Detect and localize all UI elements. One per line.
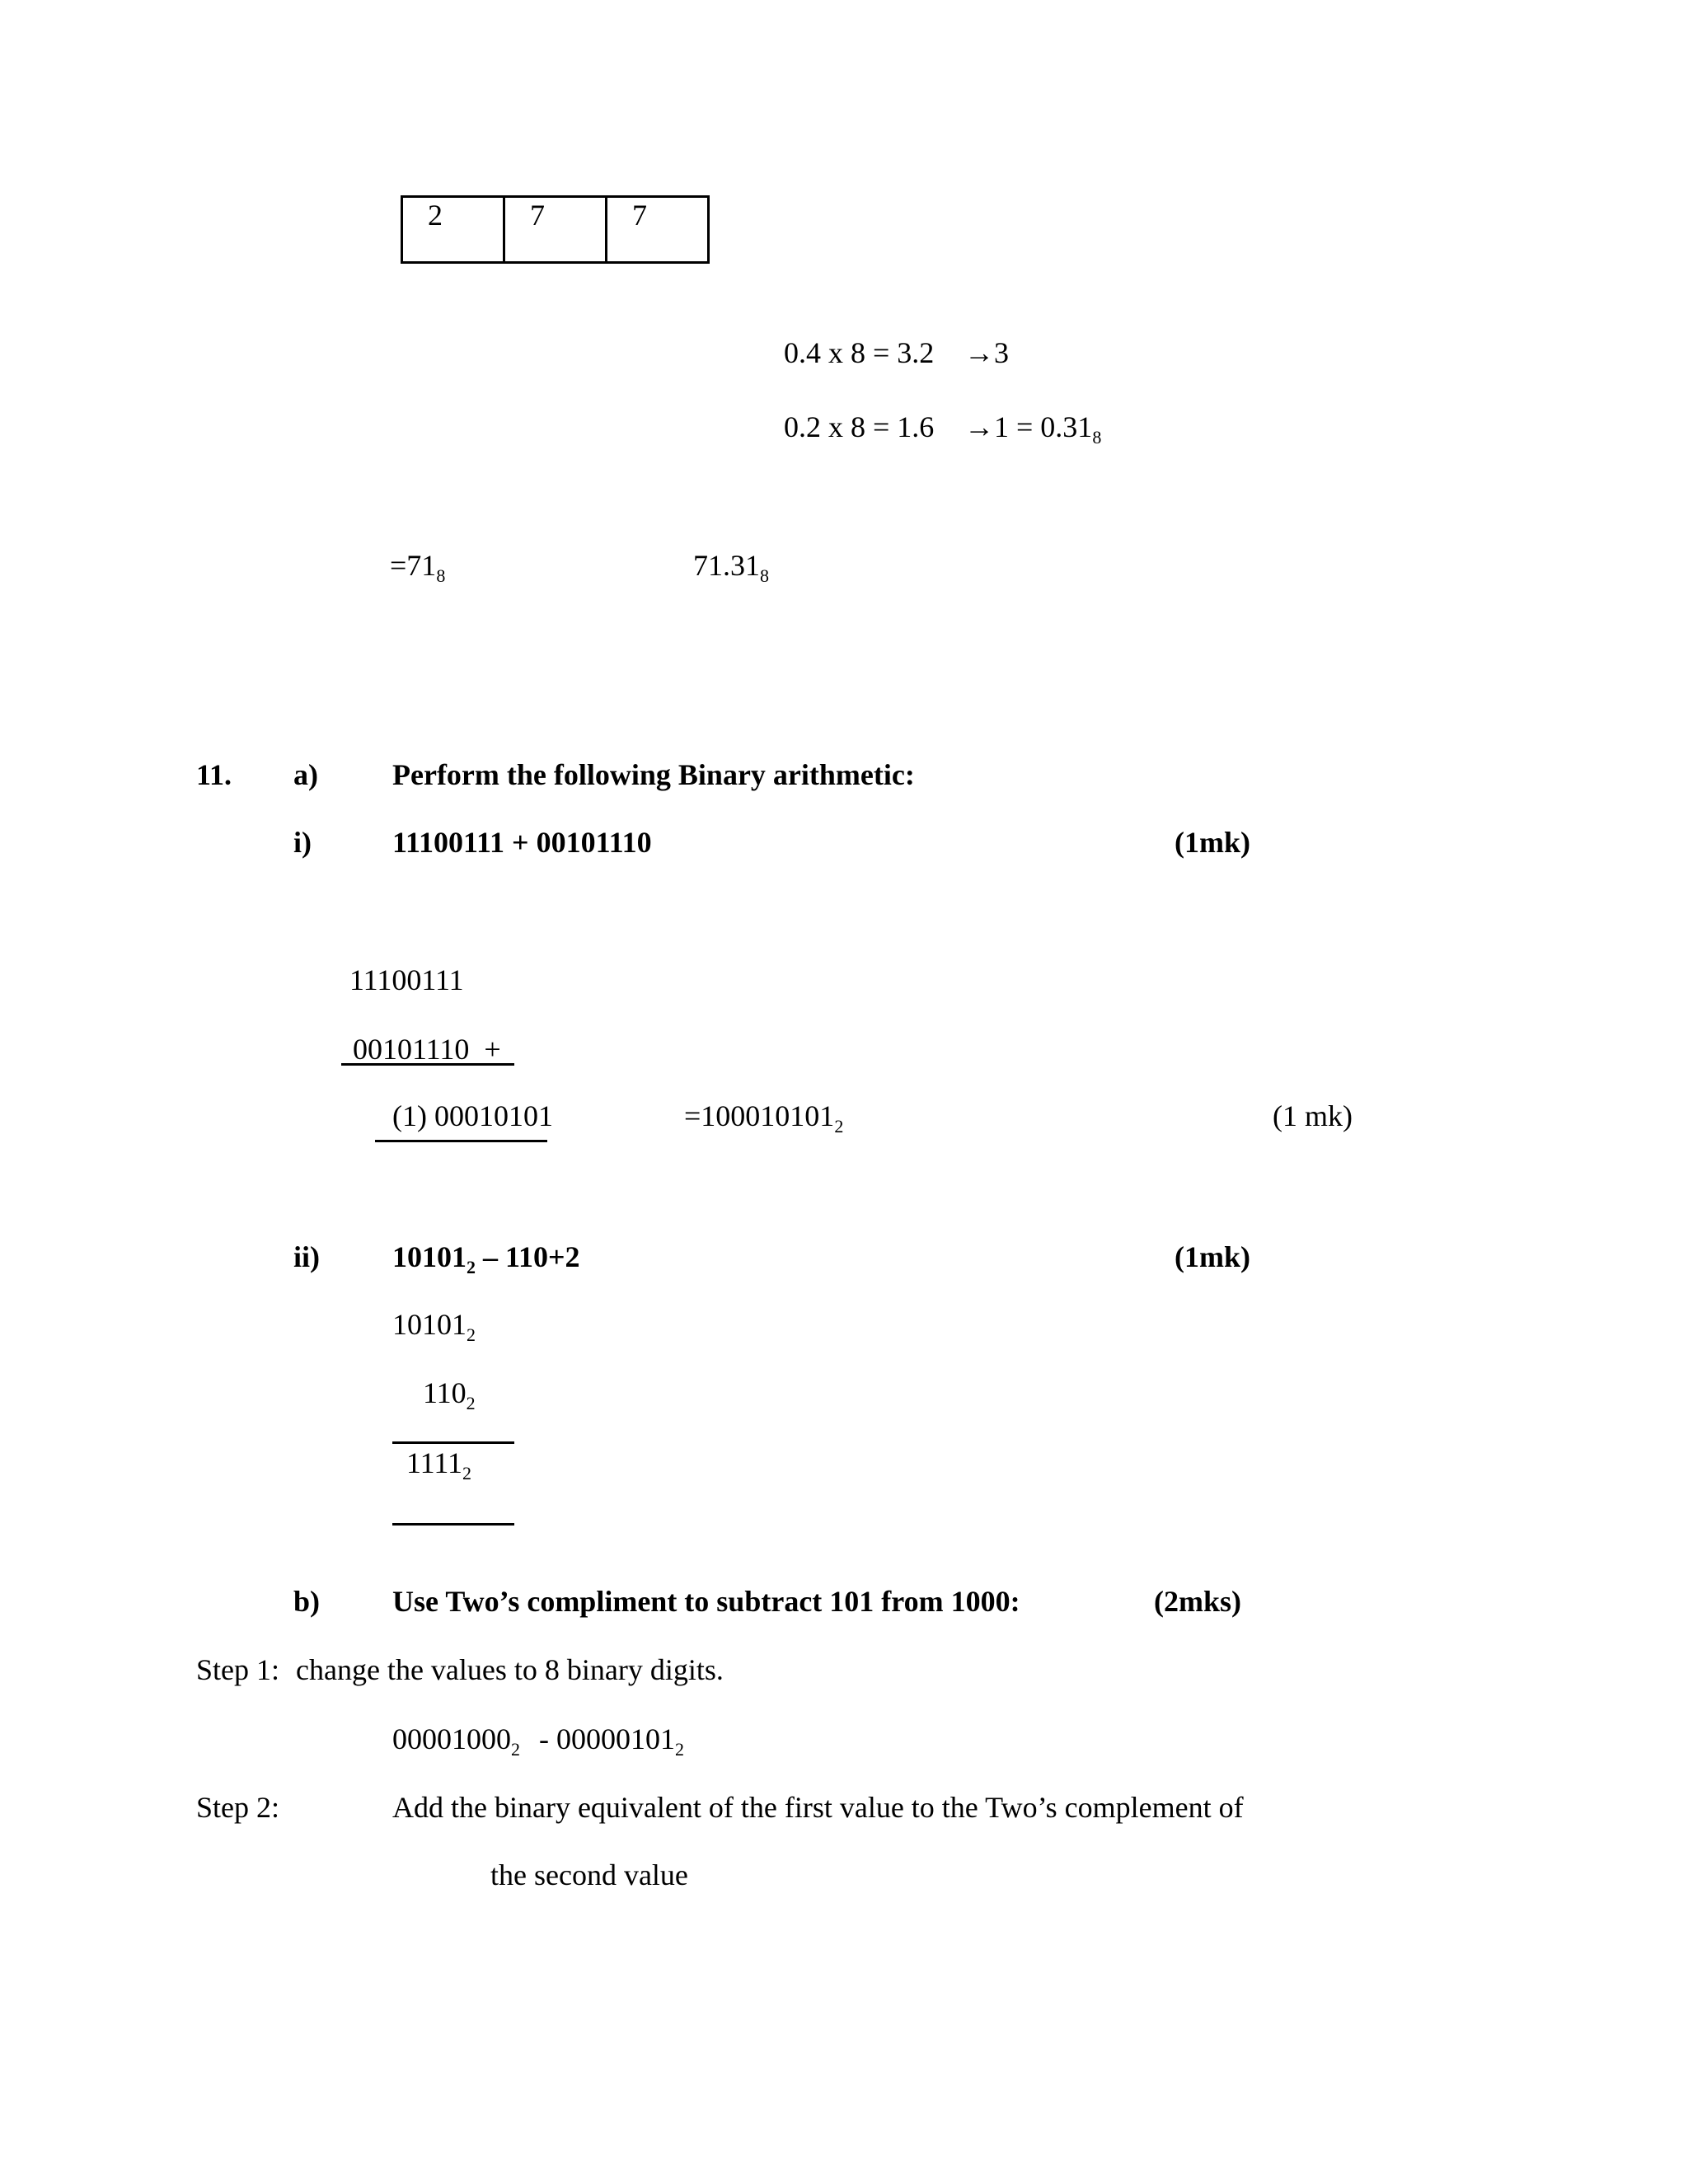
step-1-first-value: 00001000 <box>392 1722 511 1755</box>
addition-operand-2: 00101110 + <box>353 1033 501 1066</box>
subtraction-operand-2-value: 110 <box>423 1376 467 1409</box>
part-ii-operand: 10101 <box>392 1240 467 1273</box>
base-subscript: 2 <box>467 1324 476 1345</box>
part-ii-operand-rest: – 110+2 <box>476 1240 580 1273</box>
subtraction-rule-top <box>392 1441 514 1444</box>
base-subscript: 8 <box>1092 427 1102 448</box>
fraction-step-2-result: →1 = 0.31 <box>964 410 1093 443</box>
base-subscript: 2 <box>466 1393 476 1413</box>
addition-marks: (1 mk) <box>1273 1099 1353 1132</box>
combined-result <box>693 549 769 586</box>
part-b-marks: (2mks) <box>1154 1585 1241 1618</box>
digit-box-table <box>401 195 710 264</box>
base-subscript: 8 <box>436 565 446 586</box>
digit-cell: 7 <box>504 197 607 263</box>
part-i-label: i) <box>293 826 312 859</box>
part-ii-label: ii) <box>293 1240 320 1273</box>
combined-result-value: 71.31 <box>693 549 760 582</box>
addition-answer <box>684 1099 844 1137</box>
digit-cell: 7 <box>607 197 709 263</box>
question-number: 11. <box>196 758 232 791</box>
addition-rule-bottom <box>375 1140 547 1142</box>
step-2-label: Step 2: <box>196 1791 280 1824</box>
base-subscript: 2 <box>675 1739 684 1760</box>
part-a-label: a) <box>293 758 318 791</box>
part-a-instruction: Perform the following Binary arithmetic: <box>392 758 915 791</box>
addition-sum: (1) 00010101 <box>392 1099 553 1132</box>
part-ii-question <box>392 1240 580 1277</box>
part-b-label: b) <box>293 1585 321 1618</box>
subtraction-rule-bottom <box>392 1523 514 1526</box>
step-2-text-continued: the second value <box>490 1858 688 1891</box>
subtraction-result <box>406 1446 471 1483</box>
step-1-second-value: - 00000101 <box>539 1722 675 1755</box>
base-subscript: 8 <box>760 565 769 586</box>
integer-result-value: =71 <box>390 549 437 582</box>
step-2-text: Add the binary equivalent of the first value to the Two’s complement of <box>392 1791 1244 1824</box>
addition-operand-1: 11100111 <box>349 963 464 996</box>
fraction-step-1-arrow: →3 <box>964 336 1009 369</box>
base-subscript: 2 <box>511 1739 520 1760</box>
step-1-label: Step 1: <box>196 1653 280 1686</box>
subtraction-operand-1-value: 10101 <box>392 1308 467 1341</box>
addition-rule-top <box>341 1063 514 1066</box>
fraction-step-1 <box>784 338 934 368</box>
part-b-instruction: Use Two’s compliment to subtract 101 from 1000: <box>392 1585 1020 1618</box>
step-1-values <box>392 1722 684 1760</box>
fraction-step-2-expr: 0.2 x 8 = 1.6 <box>784 410 935 443</box>
subtraction-operand-2 <box>423 1376 476 1413</box>
integer-result <box>390 549 446 586</box>
fraction-step-2-arrow <box>964 410 1102 448</box>
subtraction-operand-1 <box>392 1308 476 1345</box>
base-subscript: 2 <box>462 1463 471 1483</box>
part-i-question: 11100111 + 00101110 <box>392 826 652 859</box>
part-i-marks: (1mk) <box>1175 826 1250 859</box>
addition-answer-value: =100010101 <box>684 1099 835 1132</box>
digit-cell: 2 <box>402 197 504 263</box>
base-subscript: 2 <box>834 1116 844 1137</box>
subtraction-result-value: 1111 <box>406 1446 462 1479</box>
fraction-step-1-expr: 0.4 x 8 = 3.2 <box>784 336 935 369</box>
base-subscript: 2 <box>467 1257 476 1277</box>
fraction-step-2 <box>784 412 934 442</box>
part-ii-marks: (1mk) <box>1175 1240 1250 1273</box>
step-1-text: change the values to 8 binary digits. <box>296 1653 724 1686</box>
